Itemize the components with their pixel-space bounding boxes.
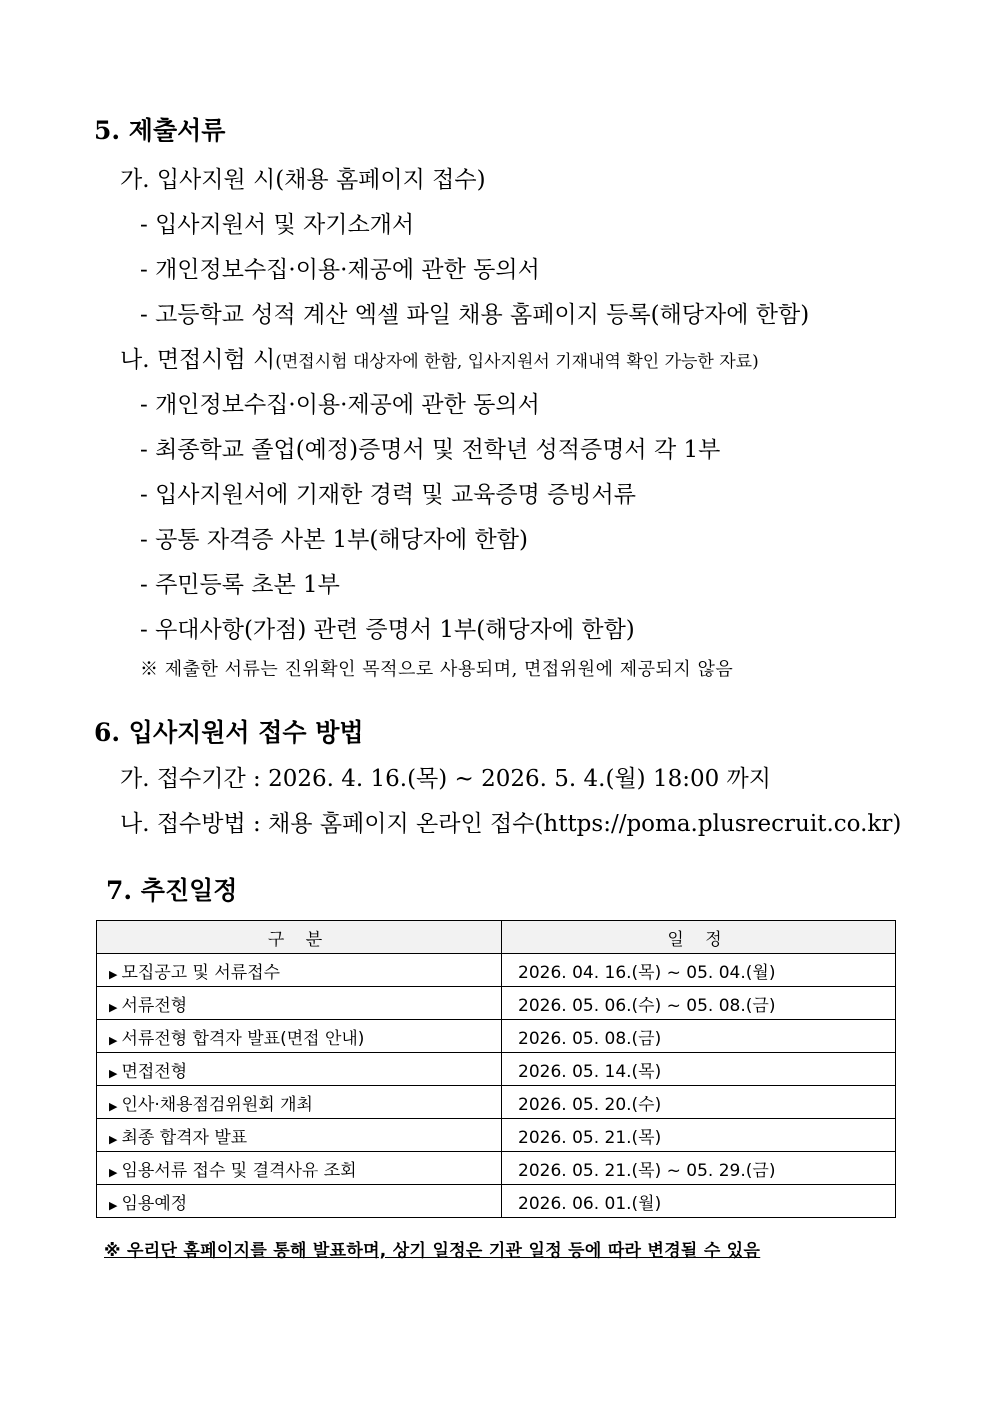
table-cell-item [97,1020,502,1053]
triangle-bullet-icon: ▶ [109,1165,118,1179]
list-item: - 공통 자격증 사본 1부(해당자에 한함) [140,527,528,553]
table-cell-item [97,987,502,1020]
section5-title: 5. 제출서류 [94,116,226,145]
table-cell-date: 2026. 05. 14.(목) [502,1053,896,1086]
table-cell-item [97,1119,502,1152]
table-cell-item [97,1086,502,1119]
section6-method: 나. 접수방법 : 채용 홈페이지 온라인 접수(https://poma.plusrecruit.co.kr) [120,811,902,837]
item-label: 면접전형 [121,1061,188,1082]
table-row [97,987,896,1020]
triangle-bullet-icon: ▶ [109,1198,118,1212]
item-label: 서류전형 합격자 발표(면접 안내) [121,1028,365,1049]
list-item: - 개인정보수집·이용·제공에 관한 동의서 [140,257,540,283]
table-row [97,954,896,987]
table-cell-item [97,954,502,987]
table-row [97,1185,896,1218]
item-label: 모집공고 및 서류접수 [121,962,281,983]
table-cell-item [97,1185,502,1218]
section5-a-title: 가. 입사지원 시(채용 홈페이지 접수) [120,167,486,193]
section5-b-sub: (면접시험 대상자에 한함, 입사지원서 기재내역 확인 가능한 자료) [275,352,759,372]
triangle-bullet-icon: ▶ [109,1000,118,1014]
list-item: - 주민등록 초본 1부 [140,572,340,598]
table-row [97,1053,896,1086]
section6-period: 가. 접수기간 : 2026. 4. 16.(목) ~ 2026. 5. 4.(월) 18:00 까지 [120,766,771,792]
schedule-table [96,920,896,1218]
section5-b-title [120,345,759,377]
table-cell-date: 2026. 04. 16.(목) ~ 05. 04.(월) [502,954,896,987]
table-cell-date: 2026. 05. 06.(수) ~ 05. 08.(금) [502,987,896,1020]
list-item: - 개인정보수집·이용·제공에 관한 동의서 [140,392,540,418]
item-label: 인사·채용점검위원회 개최 [121,1094,313,1115]
list-item: - 입사지원서 및 자기소개서 [140,212,415,238]
table-header-category: 구 분 [97,921,502,954]
triangle-bullet-icon: ▶ [109,1066,118,1080]
section7-title: 7. 추진일정 [106,876,238,905]
list-item: - 최종학교 졸업(예정)증명서 및 전학년 성적증명서 각 1부 [140,437,721,463]
list-item: - 우대사항(가점) 관련 증명서 1부(해당자에 한함) [140,617,635,643]
list-item: - 고등학교 성적 계산 엑셀 파일 채용 홈페이지 등록(해당자에 한함) [140,302,810,328]
item-label: 최종 합격자 발표 [121,1127,248,1148]
table-row [97,1152,896,1185]
table-cell-date: 2026. 05. 08.(금) [502,1020,896,1053]
triangle-bullet-icon: ▶ [109,1033,118,1047]
table-row [97,1020,896,1053]
list-item: - 입사지원서에 기재한 경력 및 교육증명 증빙서류 [140,482,636,508]
section5-b-label: 나. 면접시험 시 [120,347,276,373]
table-cell-date: 2026. 06. 01.(월) [502,1185,896,1218]
item-label: 서류전형 [121,995,188,1016]
section5-note: ※ 제출한 서류는 진위확인 목적으로 사용되며, 면접위원에 제공되지 않음 [140,659,734,680]
table-header-schedule: 일 정 [502,921,896,954]
table-cell-date: 2026. 05. 21.(목) [502,1119,896,1152]
section6-title: 6. 입사지원서 접수 방법 [94,718,364,747]
triangle-bullet-icon: ▶ [109,967,118,981]
item-label: 임용서류 접수 및 결격사유 조회 [121,1160,357,1181]
table-row [97,1086,896,1119]
table-row [97,1119,896,1152]
triangle-bullet-icon: ▶ [109,1099,118,1113]
table-cell-item [97,1053,502,1086]
table-cell-item [97,1152,502,1185]
table-cell-date: 2026. 05. 21.(목) ~ 05. 29.(금) [502,1152,896,1185]
item-label: 임용예정 [121,1193,188,1214]
schedule-footnote: ※ 우리단 홈페이지를 통해 발표하며, 상기 일정은 기관 일정 등에 따라 변경될 수 있음 [104,1241,761,1261]
table-cell-date: 2026. 05. 20.(수) [502,1086,896,1119]
table-header-row [97,921,896,954]
triangle-bullet-icon: ▶ [109,1132,118,1146]
